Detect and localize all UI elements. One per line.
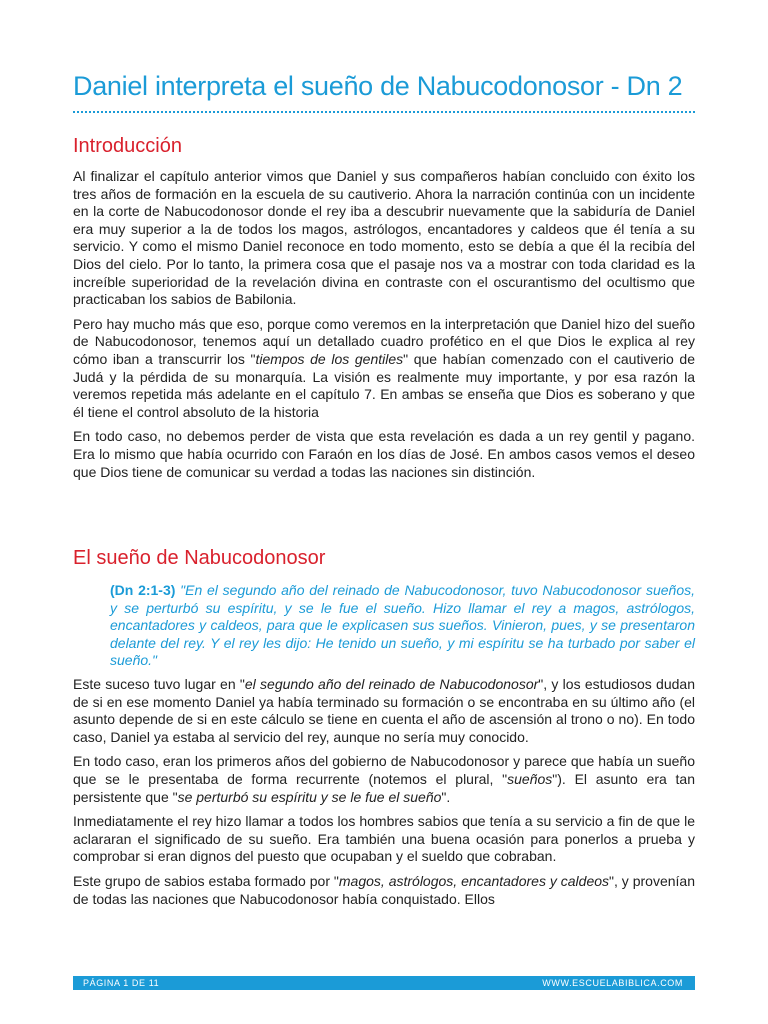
italic-run: el segundo año del reinado de Nabucodonosor: [244, 676, 539, 692]
intro-paragraph-1: [73, 168, 695, 309]
scripture-reference: (Dn 2:1-3): [110, 582, 176, 598]
italic-run: sueños: [507, 770, 553, 787]
text-run: Inmediatamente el rey hizo llamar a todos los hombres sabios que tenía a su servicio a fin de que le aclararan el significado de su sueño. Era también una buena ocasión para ponerlos a prueba y comprobar si eran dignos del puesto que ocupaban y el sueldo que cobraban.: [73, 813, 695, 865]
sueno-body: [73, 676, 695, 915]
page-title: Daniel interpreta el sueño de Nabucodonosor - Dn 2: [73, 71, 683, 101]
intro-body: [73, 168, 695, 488]
text-run: Pero hay mucho más que eso, porque como veremos en la interpretación que Daniel hizo del sueño de Nabucodonosor, tenemos aquí un detallado cuadro profético en el que Dios le explica al rey cómo iban a transcurrir los ": [73, 315, 695, 367]
italic-run: se perturbó su espíritu y se le fue el sueño: [177, 788, 442, 805]
italic-run: tiempos de los gentiles: [255, 350, 404, 367]
text-run: ", y los estudiosos dudan de si en ese momento Daniel ya había terminado su formación o se encontraba en su último año (el asunto depende de si en este cálculo se tiene en cuenta el año de ascensión al trono o no). En todo caso, Daniel ya estaba al servicio del rey, aunque no sería muy conocido.: [73, 676, 695, 745]
page-number: PÁGINA 1 DE 11: [83, 978, 160, 988]
text-run: Este suceso tuvo lugar en ": [73, 676, 245, 692]
section-heading-sueno: El sueño de Nabucodonosor: [73, 547, 326, 569]
italic-run: magos, astrólogos, encantadores y caldeos: [338, 872, 610, 889]
text-run: ", y provenían de todas las naciones que Nabucodonosor había conquistado. Ellos: [73, 872, 695, 907]
text-run: Al finalizar el capítulo anterior vimos que Daniel y sus compañeros habían concluido con éxito los tres años de formación en la escuela de su cautiverio. Ahora la narración continúa con un incidente en la corte de Nabucodonosor donde el rey iba a descubrir nuevamente que la sabiduría de Daniel era muy superior a la de todos los magos, astrólogos, encantadores y caldeos que él tenía a su servicio. Y como el mismo Daniel reconoce en todo momento, esto se debía a que él la recibía del Dios del cielo. Por lo tanto, la primera cosa que el pasaje nos va a mostrar con toda claridad es la increíble superioridad de la revelación divina en contraste con el oscurantismo del ocultismo que practicaban los sabios de Babilonia.: [73, 168, 695, 308]
intro-paragraph-2: [73, 316, 695, 422]
intro-paragraph-3: [73, 428, 695, 481]
website-link[interactable]: WWW.ESCUELABIBLICA.COM: [542, 978, 683, 988]
title-divider: [73, 111, 695, 113]
sueno-paragraph-1: [73, 676, 695, 746]
sueno-paragraph-2: [73, 753, 695, 806]
text-run: "). El asunto era tan persistente que ": [73, 770, 696, 805]
text-run: En todo caso, no debemos perder de vista que esta revelación es dada a un rey gentil y pagano. Era lo mismo que había ocurrido con Faraón en los días de José. En ambos casos vemos el deseo que Dios tiene de comunicar su verdad a todas las naciones sin distinción.: [73, 428, 695, 480]
page-footer: [73, 976, 695, 990]
text-run: Este grupo de sabios estaba formado por ": [73, 872, 339, 889]
text-run: ".: [441, 788, 451, 805]
text-run: En todo caso, eran los primeros años del gobierno de Nabucodonosor y parece que había un sueño que se le presentaba de forma recurrente (notemos el plural, ": [73, 753, 695, 787]
section-heading-introduccion: Introducción: [73, 135, 182, 157]
text-run: " que habían comenzado con el cautiverio de Judá y la pérdida de su monarquía. La visión es realmente muy importante, y por esa razón la veremos repetida más adelante en el capítulo 7. En ambas se enseña que Dios es soberano y que él tiene el control absoluto de la historia: [73, 350, 695, 420]
scripture-quote: [110, 582, 695, 670]
scripture-text: "En el segundo año del reinado de Nabucodonosor, tuvo Nabucodonosor sueños, y se perturbó su espíritu, y se le fue el sueño. Hizo llamar el rey a magos, astrólogos, encantadores y caldeos, para que le explicasen sus sueños. Vinieron, pues, y se presentaron delante del rey. Y el rey les dijo: He tenido un sueño, y mi espíritu se ha turbado por saber el sueño.": [110, 582, 695, 669]
sueno-paragraph-4: [73, 873, 695, 908]
sueno-paragraph-3: [73, 813, 695, 866]
